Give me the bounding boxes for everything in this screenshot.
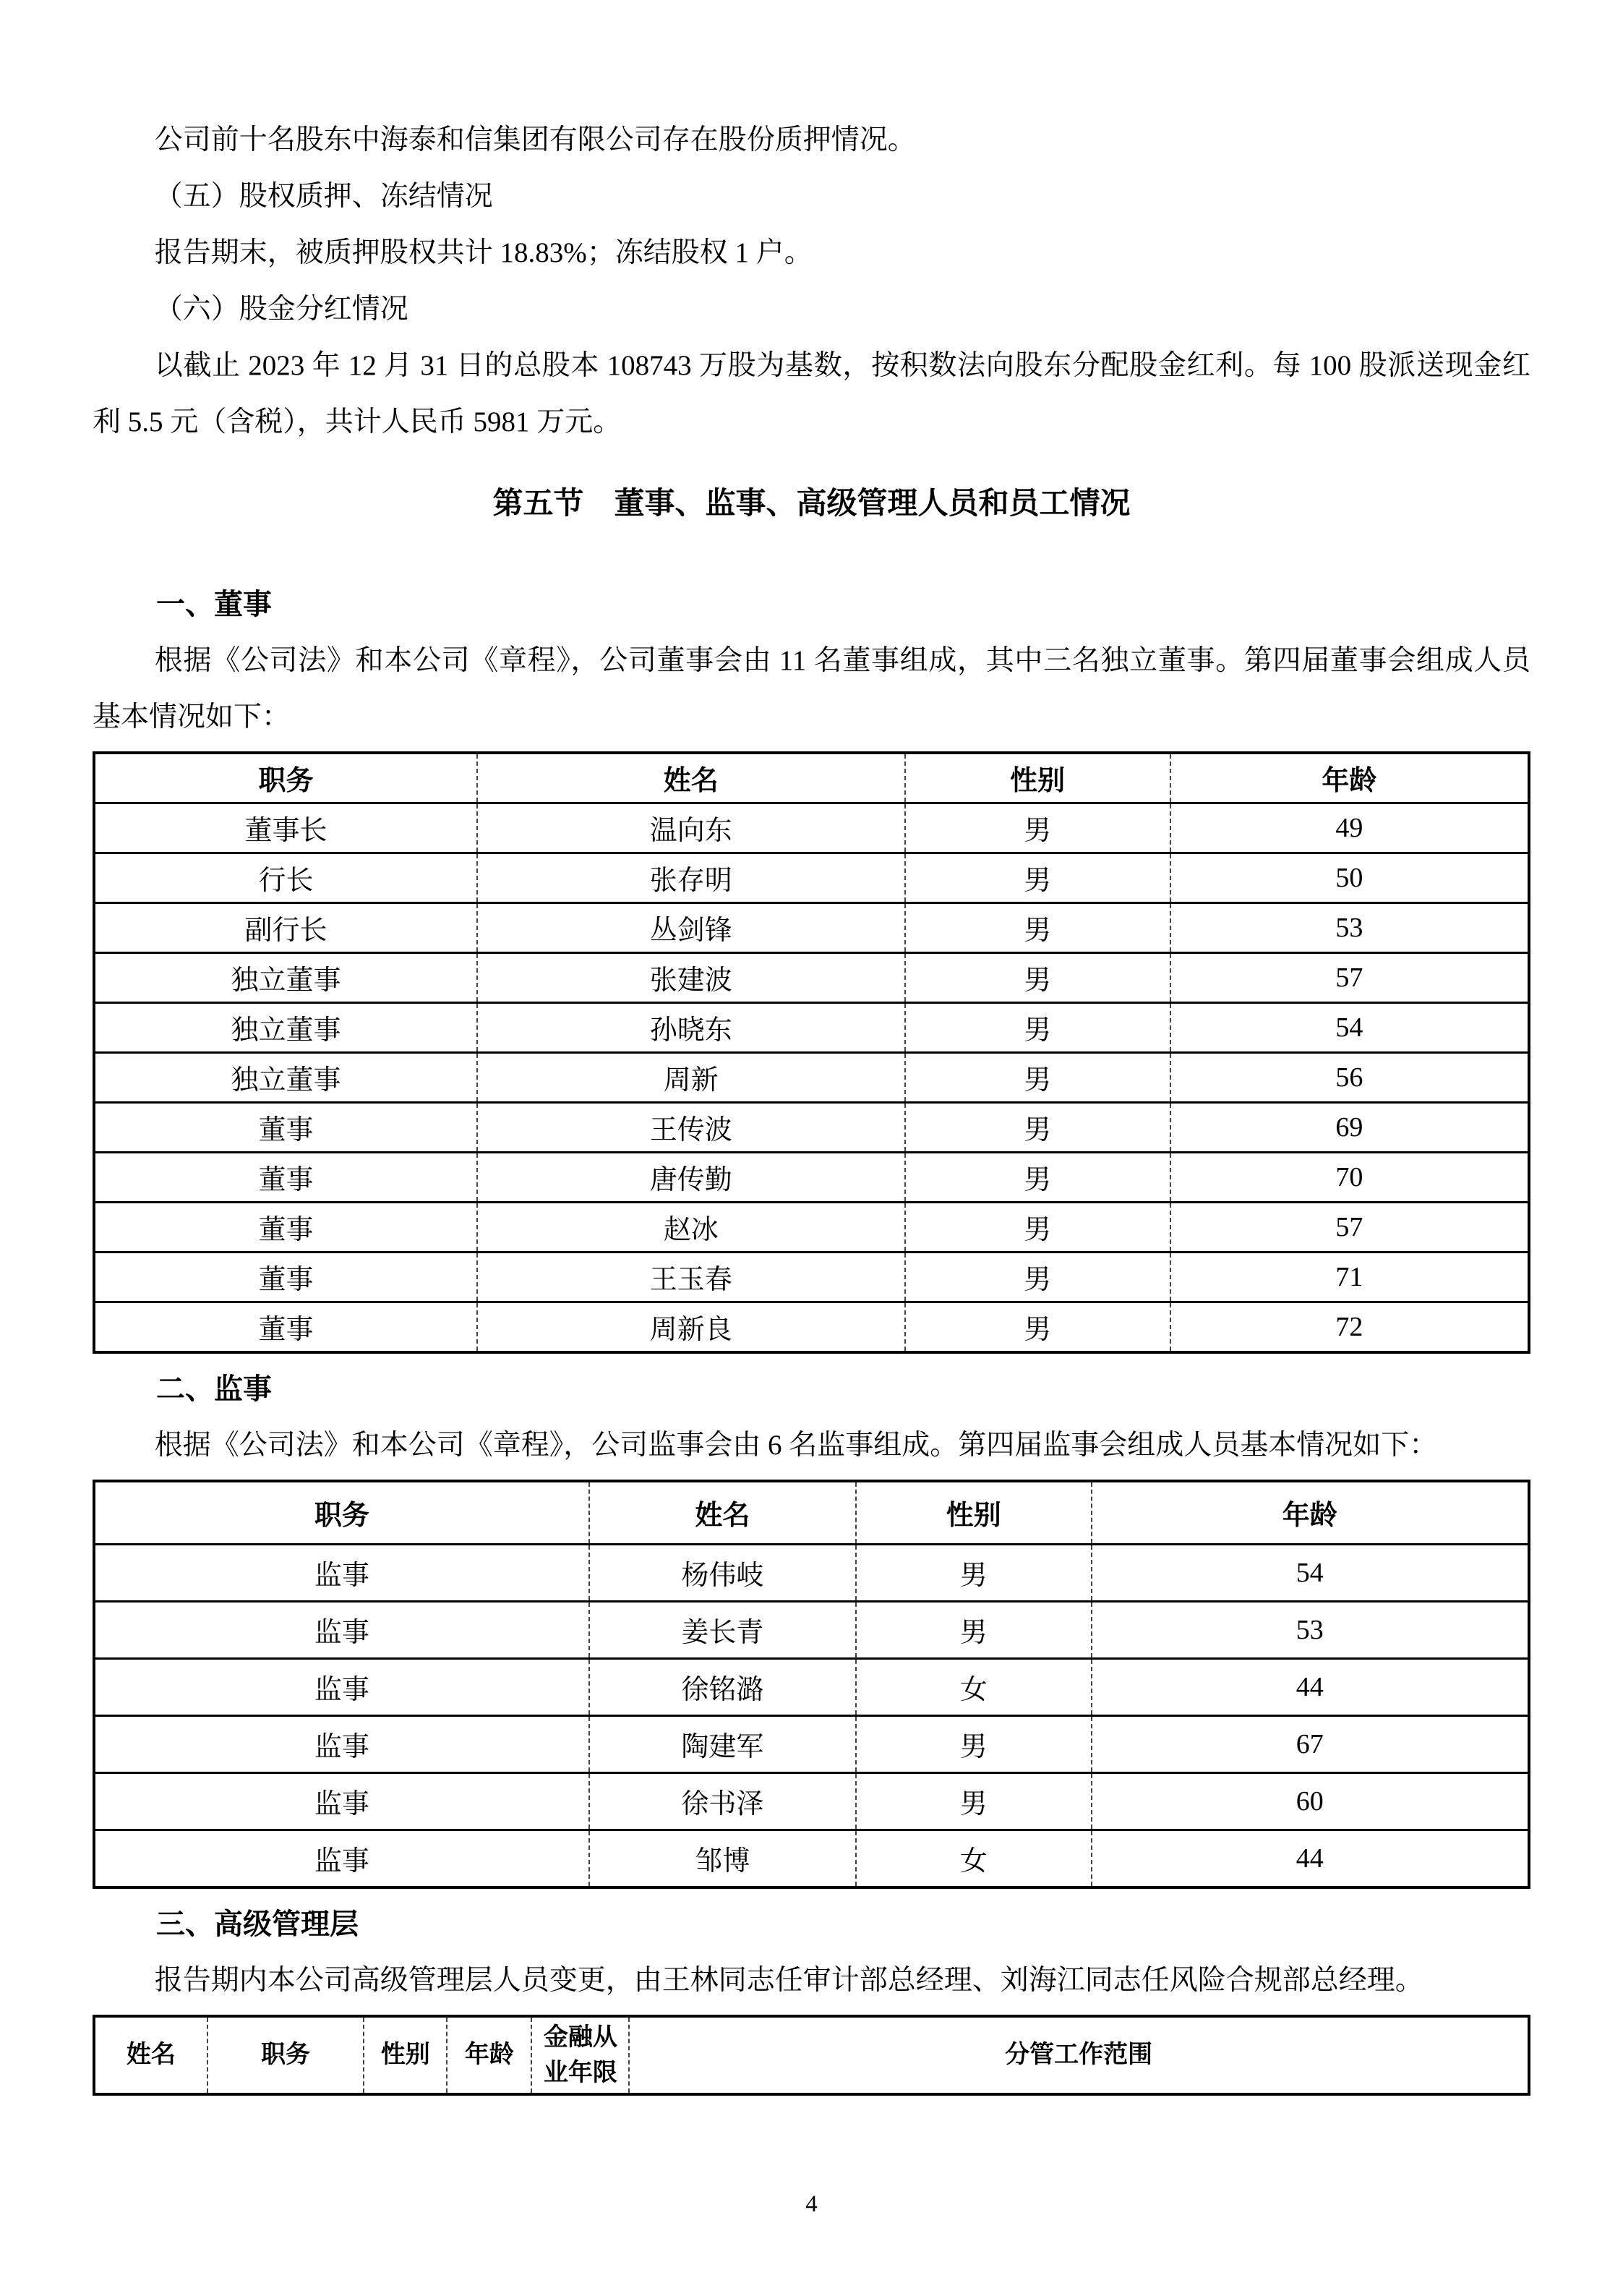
table-cell: 监事 [94,1544,589,1601]
table-cell: 50 [1170,853,1529,902]
table-header-row [94,1481,1529,1545]
table-cell: 57 [1170,1202,1529,1252]
table-cell: 54 [1092,1544,1529,1601]
paragraph-supervisors-intro: 根据《公司法》和本公司《章程》，公司监事会由 6 名监事组成。第四届监事会组成人员基本情况如下： [154,1429,1438,1461]
table-cell: 67 [1092,1715,1529,1772]
table-row [94,1252,1529,1302]
column-header: 姓名 [477,753,905,803]
table-row [94,952,1529,1002]
table-row [94,1772,1529,1830]
heading-supervisors: 二、监事 [156,1372,272,1405]
table-cell: 徐铭潞 [589,1658,856,1715]
column-header: 分管工作范围 [629,2016,1529,2094]
table-cell: 徐书泽 [589,1772,856,1830]
table-cell: 董事 [94,1252,477,1302]
heading-item-six: （六）股金分红情况 [154,294,408,325]
table-cell: 56 [1170,1052,1529,1102]
table-cell: 张建波 [477,952,905,1002]
management-table [93,2015,1530,2096]
paragraph-management-intro: 报告期内本公司高级管理层人员变更，由王林同志任审计部总经理、刘海江同志任风险合规部总经理。 [154,1964,1423,1996]
table-cell: 董事 [94,1202,477,1252]
table-cell: 69 [1170,1102,1529,1152]
table-cell: 行长 [94,853,477,902]
paragraph-period-end: 报告期末，被质押股权共计 18.83%；冻结股权 1 户。 [154,237,813,268]
table-cell: 男 [905,902,1170,952]
table-cell: 男 [856,1544,1092,1601]
table-row [94,1544,1529,1601]
table-cell: 监事 [94,1830,589,1887]
table-cell: 男 [905,1002,1170,1052]
table-cell: 独立董事 [94,952,477,1002]
column-header: 姓名 [94,2016,207,2094]
column-header: 性别 [905,753,1170,803]
table-cell: 女 [856,1658,1092,1715]
heading-management: 三、高级管理层 [156,1907,359,1940]
column-header: 金融从业年限 [531,2016,629,2094]
column-header: 职务 [94,753,477,803]
table-cell: 男 [905,1052,1170,1102]
table-cell: 陶建军 [589,1715,856,1772]
table-cell: 44 [1092,1830,1529,1887]
table-cell: 53 [1092,1601,1529,1658]
table-cell: 温向东 [477,803,905,853]
table-row [94,853,1529,902]
table-row [94,1052,1529,1102]
table-cell: 53 [1170,902,1529,952]
table-cell: 71 [1170,1252,1529,1302]
table-row [94,1152,1529,1202]
column-header: 职务 [94,1481,589,1545]
table-cell: 周新 [477,1052,905,1102]
table-cell: 孙晓东 [477,1002,905,1052]
table-cell: 副行长 [94,902,477,952]
table-row [94,1658,1529,1715]
table-cell: 49 [1170,803,1529,853]
table-row [94,902,1529,952]
table-cell: 44 [1092,1658,1529,1715]
table-cell: 张存明 [477,853,905,902]
table-cell: 监事 [94,1772,589,1830]
paragraph-directors-intro: 根据《公司法》和本公司《章程》，公司董事会由 11 名董事组成，其中三名独立董事。第四届董事会组成人员基本情况如下： [93,644,1530,733]
table-header-row [94,753,1529,803]
column-header: 年龄 [1170,753,1529,803]
table-cell: 董事长 [94,803,477,853]
table-cell: 男 [905,1152,1170,1202]
table-cell: 杨伟岐 [589,1544,856,1601]
table-row [94,1102,1529,1152]
heading-item-five: （五）股权质押、冻结情况 [154,181,493,212]
column-header: 年龄 [447,2016,531,2094]
table-cell: 赵冰 [477,1202,905,1252]
column-header: 年龄 [1092,1481,1529,1545]
table-cell: 王玉春 [477,1252,905,1302]
table-row [94,1302,1529,1352]
page-number: 4 [805,2191,818,2217]
table-cell: 董事 [94,1152,477,1202]
table-cell: 王传波 [477,1102,905,1152]
table-row [94,1202,1529,1252]
table-row [94,803,1529,853]
table-cell: 监事 [94,1601,589,1658]
table-cell: 董事 [94,1302,477,1352]
paragraph-pledge-note: 公司前十名股东中海泰和信集团有限公司存在股份质押情况。 [154,124,916,155]
table-cell: 董事 [94,1102,477,1152]
table-cell: 周新良 [477,1302,905,1352]
section-title: 第五节 董事、监事、高级管理人员和员工情况 [492,487,1131,521]
table-cell: 丛剑锋 [477,902,905,952]
table-cell: 独立董事 [94,1002,477,1052]
table-cell: 姜长青 [589,1601,856,1658]
table-cell: 男 [856,1601,1092,1658]
table-cell: 男 [905,803,1170,853]
table-cell: 60 [1092,1772,1529,1830]
table-cell: 男 [905,1202,1170,1252]
table-cell: 邹博 [589,1830,856,1887]
directors-table [93,751,1530,1354]
paragraph-dividend: 以截止 2023 年 12 月 31 日的总股本 108743 万股为基数，按积数法向股东分配股金红利。每 100 股派送现金红利 5.5 元（含税），共计人民币 5981 万元。 [93,350,1530,438]
table-row [94,1601,1529,1658]
table-row [94,1002,1529,1052]
column-header: 性别 [364,2016,447,2094]
table-cell: 男 [905,1252,1170,1302]
table-cell: 54 [1170,1002,1529,1052]
table-cell: 男 [905,853,1170,902]
table-cell: 男 [856,1715,1092,1772]
table-cell: 监事 [94,1658,589,1715]
table-cell: 男 [905,1302,1170,1352]
table-cell: 女 [856,1830,1092,1887]
table-row [94,1715,1529,1772]
table-cell: 男 [856,1772,1092,1830]
table-cell: 57 [1170,952,1529,1002]
table-cell: 男 [905,952,1170,1002]
table-cell: 监事 [94,1715,589,1772]
column-header: 性别 [856,1481,1092,1545]
table-cell: 70 [1170,1152,1529,1202]
heading-directors: 一、董事 [156,587,272,620]
table-row [94,1830,1529,1887]
column-header: 职务 [207,2016,364,2094]
supervisors-table [93,1480,1530,1889]
table-cell: 72 [1170,1302,1529,1352]
table-cell: 独立董事 [94,1052,477,1102]
table-header-row [94,2016,1529,2094]
table-cell: 男 [905,1102,1170,1152]
column-header: 姓名 [589,1481,856,1545]
table-cell: 唐传勤 [477,1152,905,1202]
